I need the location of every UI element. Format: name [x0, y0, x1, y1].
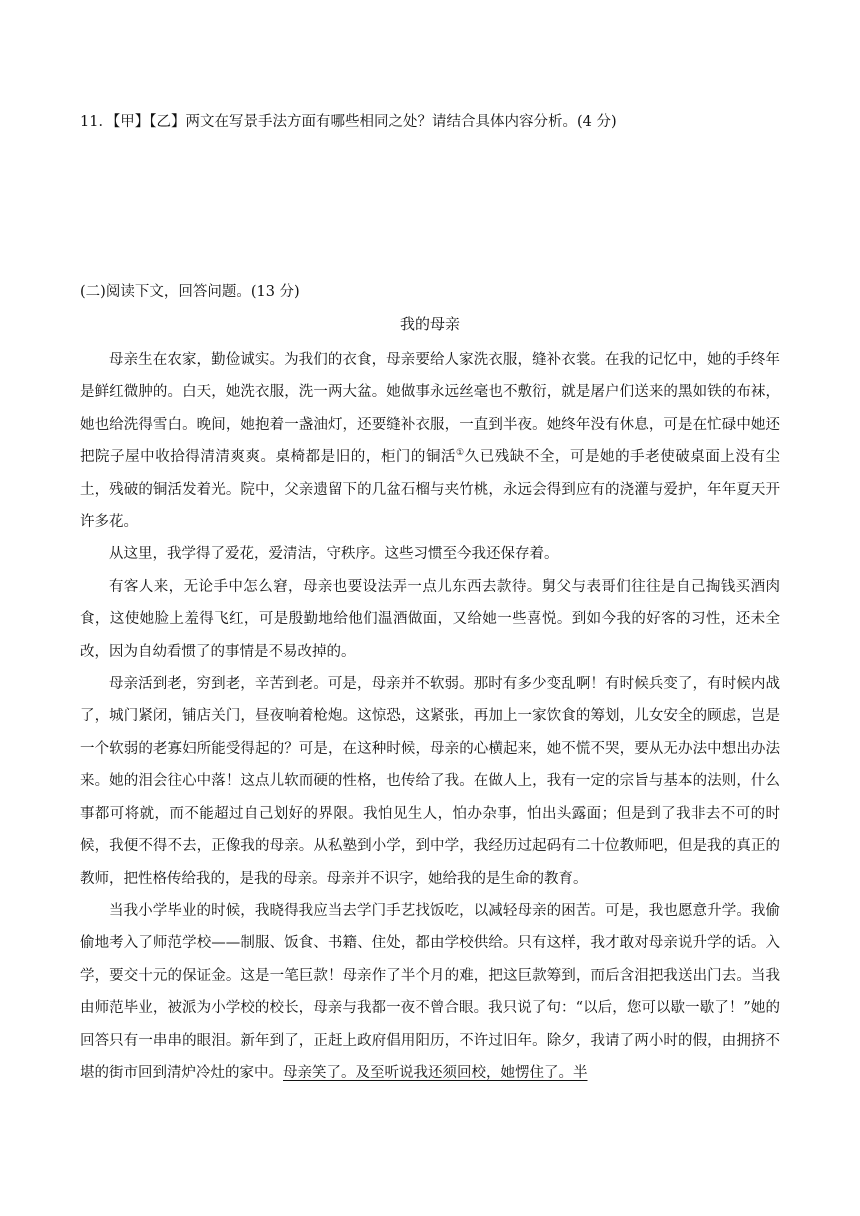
section-heading: (二)阅读下文，回答问题。(13 分): [80, 284, 300, 300]
paragraph-5: [80, 895, 780, 1089]
paragraph-1: [80, 344, 780, 538]
question-11: 11．【甲】【乙】两文在写景手法方面有哪些相同之处？请结合具体内容分析。(4 分): [80, 114, 617, 130]
paragraph-2: 从这里，我学得了爱花，爱清洁，守秩序。这些习惯至今我还保存着。: [109, 546, 559, 563]
article-title: 我的母亲: [399, 315, 460, 333]
paragraph-1-part-a: 母亲生在农家，勤俭诚实。为我们的衣食，母亲要给人家洗衣服，缝补衣裳。在我的记忆中，她的手终年是鲜红微肿的。白天，她洗衣服，洗一两大盆。她做事永远丝毫也不敷衍，就是屠户们送来的黑如铁的布袜，她也给洗得雪白。晚间，她抱着一盏油灯，还要缝补衣服，一直到半夜。她终年没有休息，可是在忙碌中她还把院子屋中收拾得清清爽爽。桌椅都是旧的，柜门的铜活: [80, 352, 780, 466]
paragraph-4: 母亲活到老，穷到老，辛苦到老。可是，母亲并不软弱。那时有多少变乱啊！有时候兵变了，有时候内战了，城门紧闭，铺店关门，昼夜响着枪炮。这惊恐，这紧张，再加上一家饮食的筹划，儿女安全的顾虑，岂是一个软弱的老寡妇所能受得起的？可是，在这种时候，母亲的心横起来，她不慌不哭，要从无办法中想出办法来。她的泪会往心中落！这点儿软而硬的性格，也传给了我。在做人上，我有一定的宗旨与基本的法则，什么事都可将就，而不能超过自己划好的界限。我怕见生人，怕办杂事，怕出头露面；但是到了我非去不可的时候，我便不得不去，正像我的母亲。从私塾到小学，到中学，我经历过起码有二十位教师吧，但是我的真正的教师，把性格传给我的，是我的母亲。母亲并不识字，她给我的是生命的教育。: [80, 676, 780, 887]
paragraph-1-part-b: 久已残缺不全，可是她的手老使破桌面上没有尘土，残破的铜活发着光。院中，父亲遗留下的几盆石榴与夹竹桃，永远会得到应有的浇灌与爱护，年年夏天开许多花。: [80, 449, 781, 531]
underlined-sentence: 母亲笑了。及至听说我还须回校，她愣住了。半: [283, 1064, 588, 1081]
paragraph-5-text: 当我小学毕业的时候，我晓得我应当去学门手艺找饭吃，以减轻母亲的困苦。可是，我也愿意升学。我偷偷地考入了师范学校——制服、饭食、书籍、住处，都由学校供给。只有这样，我才敢对母亲说升学的话。入学，要交十元的保证金。这是一笔巨款！母亲作了半个月的难，把这巨款筹到，而后含泪把我送出门去。当我由师范毕业，被派为小学校的校长，母亲与我都一夜不曾合眼。我只说了句：“以后，您可以歇一歇了！”她的回答只有一串串的眼泪。新年到了，正赶上政府倡用阳历，不许过旧年。除夕，我请了两小时的假，由拥挤不堪的街市回到清炉冷灶的家中。: [80, 902, 780, 1081]
article-body: [80, 344, 780, 1089]
paragraph-3: 有客人来，无论手中怎么窘，母亲也要设法弄一点儿东西去款待。舅父与表哥们往往是自己掏钱买酒肉食，这使她脸上羞得飞红，可是殷勤地给他们温酒做面，又给她一些喜悦。到如今我的好客的习性，还未全改，因为自幼看惯了的事情是不易改掉的。: [80, 578, 780, 660]
footnote-marker: ①: [456, 448, 465, 459]
